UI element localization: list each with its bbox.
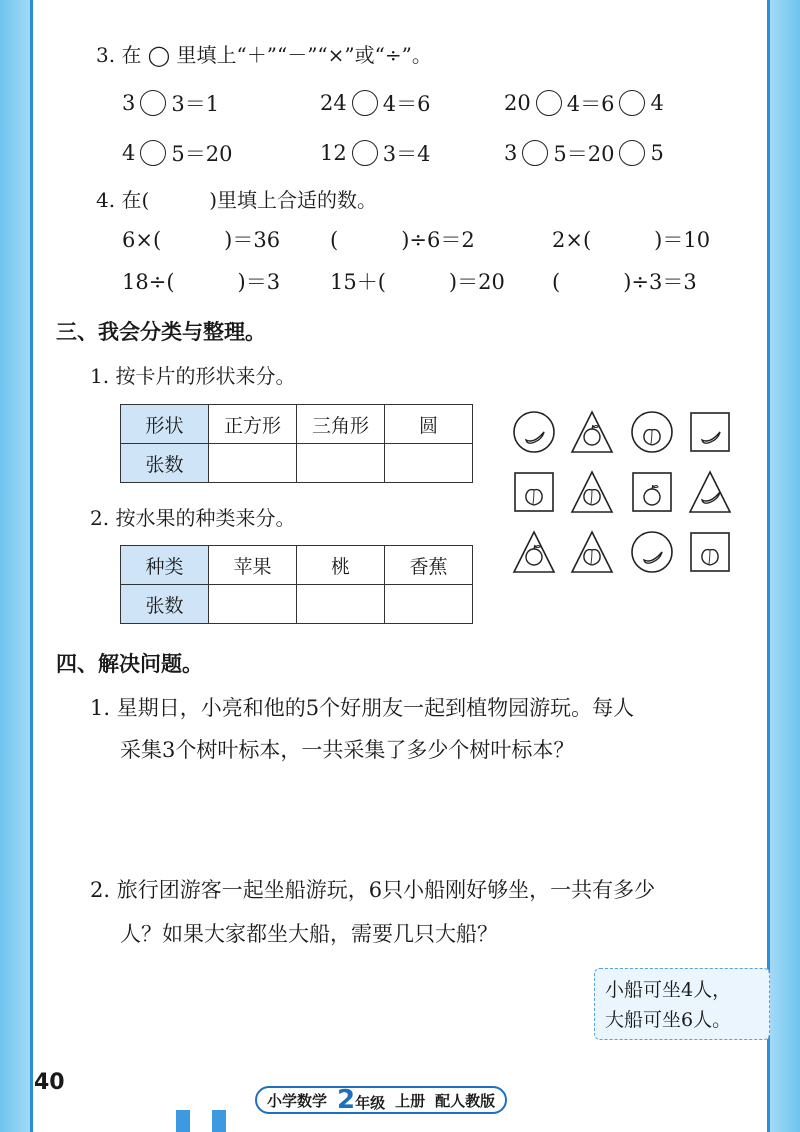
q4-item[interactable]: 6×( )＝36 xyxy=(122,228,281,252)
q4-title: 4. 在( )里填上合适的数。 xyxy=(96,188,378,212)
operand: 4＝6 xyxy=(566,92,615,116)
table-header: 正方形 xyxy=(209,405,297,444)
operator-blank[interactable] xyxy=(352,140,378,166)
operand: 4 xyxy=(122,141,136,165)
operand: 3＝4 xyxy=(382,142,431,166)
q4-item[interactable]: ( )÷6＝2 xyxy=(330,228,475,252)
row-label: 张数 xyxy=(121,585,209,624)
section3-q2: 2. 按水果的种类来分。 xyxy=(90,506,296,530)
answer-cell[interactable] xyxy=(385,585,473,624)
operator-blank[interactable] xyxy=(522,140,548,166)
footer-grade: 年级 xyxy=(355,1094,386,1112)
table-header: 种类 xyxy=(121,546,209,585)
answer-cell[interactable] xyxy=(209,444,297,483)
table-header: 三角形 xyxy=(297,405,385,444)
answer-cell[interactable] xyxy=(385,444,473,483)
square-apple-card xyxy=(630,470,674,514)
fruit-table xyxy=(120,545,473,624)
row-label: 张数 xyxy=(121,444,209,483)
problem2-line2: 人？如果大家都坐大船，需要几只大船？ xyxy=(120,922,498,946)
section3-q1: 1. 按卡片的形状来分。 xyxy=(90,364,296,388)
table-header: 形状 xyxy=(121,405,209,444)
q3-row2-item1 xyxy=(122,138,232,168)
q4-item[interactable]: ( )÷3＝3 xyxy=(552,270,697,294)
q3-row1-item1 xyxy=(122,88,219,118)
q4-item[interactable]: 15＋( )＝20 xyxy=(330,270,505,294)
operand: 4＝6 xyxy=(382,92,431,116)
table-header: 香蕉 xyxy=(385,546,473,585)
footer-edition: 配人教版 xyxy=(435,1091,496,1110)
tab-marker xyxy=(176,1110,190,1132)
operator-blank[interactable] xyxy=(619,90,645,116)
table-header: 桃 xyxy=(297,546,385,585)
operand: 5＝20 xyxy=(553,142,615,166)
table-header: 圆 xyxy=(385,405,473,444)
q3-row1-item3 xyxy=(504,88,664,118)
page-number: 40 xyxy=(34,1070,65,1095)
answer-cell[interactable] xyxy=(297,444,385,483)
table-header: 苹果 xyxy=(209,546,297,585)
problem2-line1: 2. 旅行团游客一起坐船游玩，6只小船刚好够坐，一共有多少 xyxy=(90,878,656,902)
hint-line2: 大船可坐6人。 xyxy=(605,1009,732,1031)
q4-item[interactable]: 2×( )＝10 xyxy=(552,228,711,252)
q3-row2-item2 xyxy=(320,138,430,168)
operand: 3 xyxy=(122,91,136,115)
operand: 24 xyxy=(320,91,347,115)
operator-blank[interactable] xyxy=(619,140,645,166)
operand: 5 xyxy=(650,141,664,165)
operator-blank[interactable] xyxy=(352,90,378,116)
operand: 3 xyxy=(504,141,518,165)
hint-line1: 小船可坐4人， xyxy=(605,979,732,1001)
triangle-peach-card xyxy=(570,530,614,574)
tab-marker xyxy=(212,1110,226,1132)
shape-table xyxy=(120,404,473,483)
footer-term: 上册 xyxy=(395,1091,426,1110)
operator-blank[interactable] xyxy=(536,90,562,116)
circle-banana-card xyxy=(630,530,674,574)
triangle-banana-card xyxy=(688,470,732,514)
operand: 4 xyxy=(650,91,664,115)
section3-heading: 三、我会分类与整理。 xyxy=(56,320,266,344)
triangle-apple-card xyxy=(512,530,556,574)
circle-peach-card xyxy=(630,410,674,454)
q3-title: 3. 在 ◯ 里填上“＋”“－”“×”或“÷”。 xyxy=(96,43,432,67)
hint-note xyxy=(594,968,770,1040)
footer-badge xyxy=(255,1086,507,1114)
square-peach-card xyxy=(688,530,732,574)
answer-cell[interactable] xyxy=(209,585,297,624)
q4-item[interactable]: 18÷( )＝3 xyxy=(122,270,281,294)
operand: 12 xyxy=(320,141,347,165)
section4-heading: 四、解决问题。 xyxy=(56,652,203,676)
triangle-peach-card xyxy=(570,470,614,514)
footer-subject: 小学数学 xyxy=(267,1091,328,1110)
q3-row1-item2 xyxy=(320,88,430,118)
problem1-line2: 采集3个树叶标本，一共采集了多少个树叶标本？ xyxy=(120,738,575,762)
triangle-apple-card xyxy=(570,410,614,454)
operator-blank[interactable] xyxy=(140,90,166,116)
problem1-line1: 1. 星期日，小亮和他的5个好朋友一起到植物园游玩。每人 xyxy=(90,696,635,720)
operand: 5＝20 xyxy=(171,142,233,166)
footer-grade-number: 2 xyxy=(337,1085,356,1115)
answer-cell[interactable] xyxy=(297,585,385,624)
square-banana-card xyxy=(688,410,732,454)
circle-banana-card xyxy=(512,410,556,454)
operand: 3＝1 xyxy=(171,92,220,116)
operator-blank[interactable] xyxy=(140,140,166,166)
q3-row2-item3 xyxy=(504,138,664,168)
operand: 20 xyxy=(504,91,531,115)
square-peach-card xyxy=(512,470,556,514)
